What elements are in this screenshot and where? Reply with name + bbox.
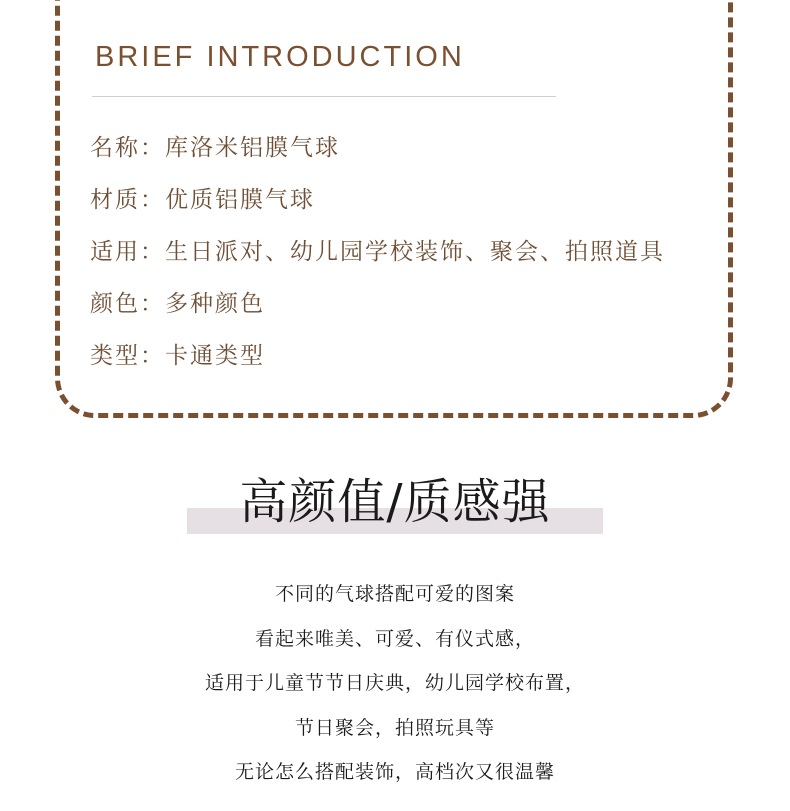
description-line: 看起来唯美、可爱、有仪式感，: [254, 627, 535, 650]
spec-list: [90, 128, 665, 388]
description-line: 节日聚会，拍照玩具等: [294, 716, 495, 739]
intro-divider: [92, 96, 556, 97]
spec-row-material: 材质：优质铝膜气球: [90, 187, 315, 213]
intro-heading: BRIEF INTRODUCTION: [95, 41, 465, 73]
description-line: 适用于儿童节节日庆典，幼儿园学校布置，: [204, 672, 585, 694]
spec-row-type: 类型：卡通类型: [90, 343, 265, 369]
feature-headline: 高颜值/质感强: [239, 474, 551, 530]
feature-description: [0, 574, 790, 797]
spec-row-name: 名称：库洛米铝膜气球: [90, 135, 340, 161]
spec-row-color: 颜色：多种颜色: [90, 291, 265, 317]
description-line: 不同的气球搭配可爱的图案: [274, 583, 515, 605]
description-line: 无论怎么搭配装饰，高档次又很温馨: [234, 761, 555, 783]
spec-row-usage: 适用：生日派对、幼儿园学校装饰、聚会、拍照道具: [90, 239, 665, 265]
